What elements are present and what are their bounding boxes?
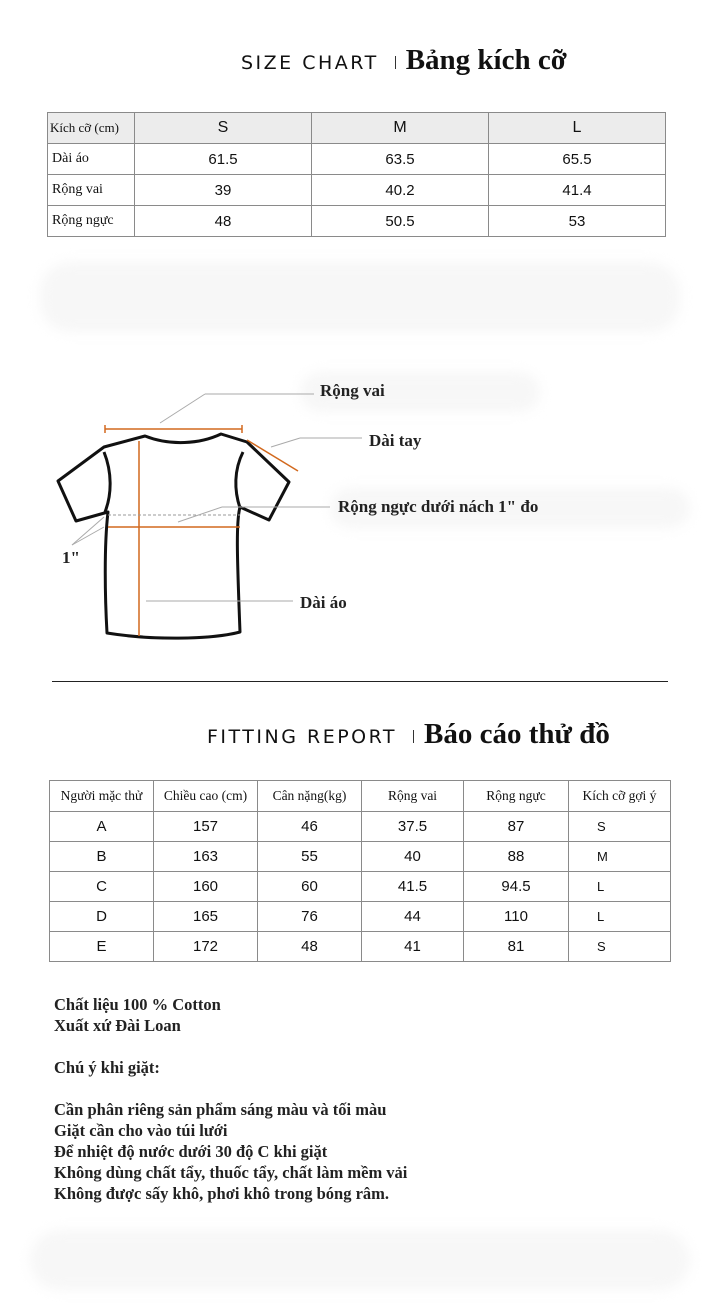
table-cell: S — [569, 932, 671, 962]
table-row — [50, 902, 671, 932]
header-shoulder: Rộng vai — [362, 781, 464, 812]
heading-separator — [395, 56, 396, 69]
shoulder-leader-line — [160, 394, 205, 423]
table-cell: 44 — [362, 902, 464, 932]
header-tester: Người mặc thử — [50, 781, 154, 812]
size-chart-title-vi: Bảng kích cỡ — [405, 44, 567, 76]
label-shoulder-width: Rộng vai — [320, 381, 385, 400]
table-cell: 50.5 — [312, 206, 489, 237]
table-cell: 172 — [154, 932, 258, 962]
table-cell: 41 — [362, 932, 464, 962]
table-cell: 65.5 — [489, 144, 666, 175]
row-label: Rộng vai — [48, 175, 135, 206]
header-chest: Rộng ngực — [464, 781, 569, 812]
table-cell: 163 — [154, 842, 258, 872]
note-line: Để nhiệt độ nước dưới 30 độ C khi giặt — [54, 1142, 328, 1161]
size-header-s: S — [135, 113, 312, 144]
background-haze — [40, 262, 680, 332]
table-cell: 53 — [489, 206, 666, 237]
table-cell: 88 — [464, 842, 569, 872]
table-row — [50, 812, 671, 842]
table-cell: C — [50, 872, 154, 902]
table-cell: 94.5 — [464, 872, 569, 902]
table-cell: 61.5 — [135, 144, 312, 175]
table-cell: L — [569, 872, 671, 902]
table-cell: L — [569, 902, 671, 932]
sleeve-seam-left — [104, 452, 110, 512]
table-cell: 48 — [135, 206, 312, 237]
label-offset-inch: 1" — [62, 548, 80, 567]
sleeve-seam-right — [236, 452, 243, 508]
table-header-row — [50, 781, 671, 812]
note-line: Xuất xứ Đài Loan — [54, 1016, 181, 1035]
sleeve-leader-line — [271, 438, 300, 447]
table-row — [50, 842, 671, 872]
row-label: Rộng ngực — [48, 206, 135, 237]
heading-separator — [413, 730, 414, 743]
row-label: Dài áo — [48, 144, 135, 175]
fitting-report-title-vi: Báo cáo thử đồ — [424, 718, 610, 750]
table-cell: 81 — [464, 932, 569, 962]
label-chest-width: Rộng ngực dưới nách 1" đo — [338, 497, 539, 516]
table-cell: A — [50, 812, 154, 842]
fitting-report-title-en: FITTING REPORT — [207, 726, 398, 748]
note-line: Giặt cần cho vào túi lưới — [54, 1121, 228, 1140]
table-row — [50, 932, 671, 962]
table-cell: S — [569, 812, 671, 842]
table-cell: 160 — [154, 872, 258, 902]
label-sleeve-length: Dài tay — [369, 431, 422, 450]
table-cell: D — [50, 902, 154, 932]
tshirt-outline — [58, 434, 289, 638]
table-cell: 41.4 — [489, 175, 666, 206]
product-notes — [54, 994, 407, 1204]
table-cell: E — [50, 932, 154, 962]
size-header-label: Kích cỡ (cm) — [48, 113, 135, 144]
table-cell: 76 — [258, 902, 362, 932]
header-height: Chiều cao (cm) — [154, 781, 258, 812]
table-cell: 37.5 — [362, 812, 464, 842]
table-row — [48, 175, 666, 206]
size-header-m: M — [312, 113, 489, 144]
table-row — [50, 872, 671, 902]
size-chart-heading — [241, 44, 567, 77]
table-header-row — [48, 113, 666, 144]
note-line: Chú ý khi giặt: — [54, 1058, 160, 1077]
size-chart-title-en: SIZE CHART — [241, 52, 379, 74]
note-line: Không dùng chất tẩy, thuốc tẩy, chất làm mềm vải — [54, 1163, 408, 1182]
table-row — [48, 144, 666, 175]
table-cell: 157 — [154, 812, 258, 842]
table-cell: 55 — [258, 842, 362, 872]
note-line — [54, 1078, 407, 1099]
label-shirt-length: Dài áo — [300, 593, 347, 612]
offset-leader-line — [72, 527, 104, 545]
table-row — [48, 206, 666, 237]
section-divider — [52, 681, 668, 682]
header-weight: Cân nặng(kg) — [258, 781, 362, 812]
note-line: Cần phân riêng sản phẩm sáng màu và tối màu — [54, 1100, 387, 1119]
background-haze — [30, 1230, 690, 1290]
note-line — [54, 1036, 407, 1057]
table-cell: 46 — [258, 812, 362, 842]
table-cell: 48 — [258, 932, 362, 962]
table-cell: 63.5 — [312, 144, 489, 175]
table-cell: 87 — [464, 812, 569, 842]
size-header-l: L — [489, 113, 666, 144]
header-suggested-size: Kích cỡ gợi ý — [569, 781, 671, 812]
table-cell: 41.5 — [362, 872, 464, 902]
table-cell: 110 — [464, 902, 569, 932]
table-cell: M — [569, 842, 671, 872]
size-chart-table — [47, 112, 666, 237]
table-cell: B — [50, 842, 154, 872]
fitting-report-table — [49, 780, 671, 962]
note-line: Chất liệu 100 % Cotton — [54, 995, 221, 1014]
table-cell: 165 — [154, 902, 258, 932]
table-cell: 39 — [135, 175, 312, 206]
table-cell: 40.2 — [312, 175, 489, 206]
table-cell: 60 — [258, 872, 362, 902]
table-cell: 40 — [362, 842, 464, 872]
fitting-report-heading — [207, 718, 610, 751]
note-line: Không được sấy khô, phơi khô trong bóng râm. — [54, 1184, 390, 1203]
